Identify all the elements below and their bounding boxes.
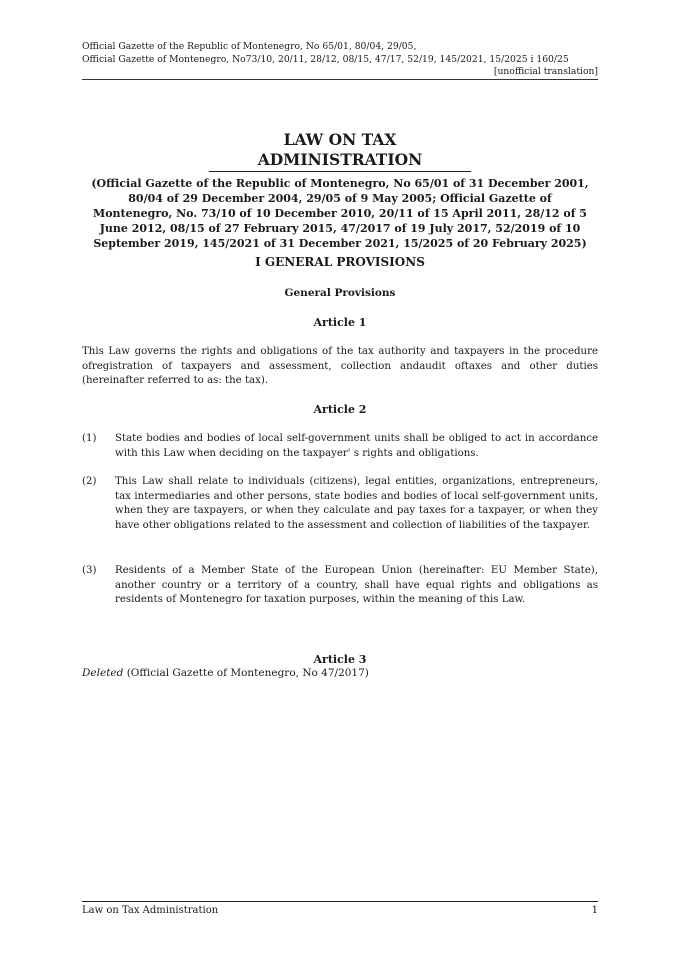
footer-title: Law on Tax Administration [82,905,219,916]
item-number: (1) [82,433,97,444]
page-footer [82,901,598,916]
title-block [82,130,598,251]
article-3-heading: Article 3 [313,653,367,666]
page-number: 1 [591,905,598,916]
item-text: State bodies and bodies of local self-government units shall be obliged to act in accordance with this Law when deciding on the taxpayer' s rights and obligations. [115,433,598,459]
item-number: (3) [82,565,97,576]
item-text: Residents of a Member State of the European Union (hereinafter: EU Member State), another country or a territory of a country, shall have equal rights and obligations as residents of Montenegro for taxation purposes, within the meaning of this Law. [115,565,598,605]
article-2-heading: Article 2 [313,403,367,416]
deleted-label: Deleted [82,667,124,679]
deleted-reference: (Official Gazette of Montenegro, No 47/2017) [123,667,369,679]
section-title: I GENERAL PROVISIONS [255,255,425,269]
header-note: [unofficial translation] [82,66,598,80]
page-title: LAW ON TAX ADMINISTRATION [209,130,471,172]
page-header [82,41,598,80]
item-number: (2) [82,476,97,487]
article-3-text [82,667,598,679]
section-subtitle: General Provisions [284,287,396,299]
article-1-heading: Article 1 [313,316,367,329]
item-text: This Law shall relate to individuals (citizens), legal entities, organizations, entrepreneurs, tax intermediaries and other persons, state bodies and bodies of local self-government units, when they are taxpayers, or when they calculate and pay taxes for a taxpayer, or when they have other obligations related to the assessment and collection of liabilities of the taxpayer. [115,476,598,531]
header-line-2: Official Gazette of Montenegro, No73/10, 20/11, 28/12, 08/15, 47/17, 52/19, 145/2021, 15/2025 i 160/25 [82,53,569,65]
header-line-1: Official Gazette of the Republic of Montenegro, No 65/01, 80/04, 29/05, [82,41,417,52]
article-1-text: This Law governs the rights and obligations of the tax authority and taxpayers in the procedure ofregistration of taxpayers and assessment, collection andaudit oftaxes and other duties (hereinafter referred to as: the tax). [82,346,598,386]
gazette-references: (Official Gazette of the Republic of Montenegro, No 65/01 of 31 December 2001, 80/04 of 29 December 2004, 29/05 of 9 May 2005; Official Gazette of Montenegro, No. 73/10 of 10 December 2010, 20/11 of 15 April 2011, 28/12 of 5 June 2012, 08/15 of 27 February 2015, 47/2017 of 19 July 2017, 52/2019 of 10 September 2019, 145/2021 of 31 December 2021, 15/2025 of 20 February 2025) [91,177,589,250]
